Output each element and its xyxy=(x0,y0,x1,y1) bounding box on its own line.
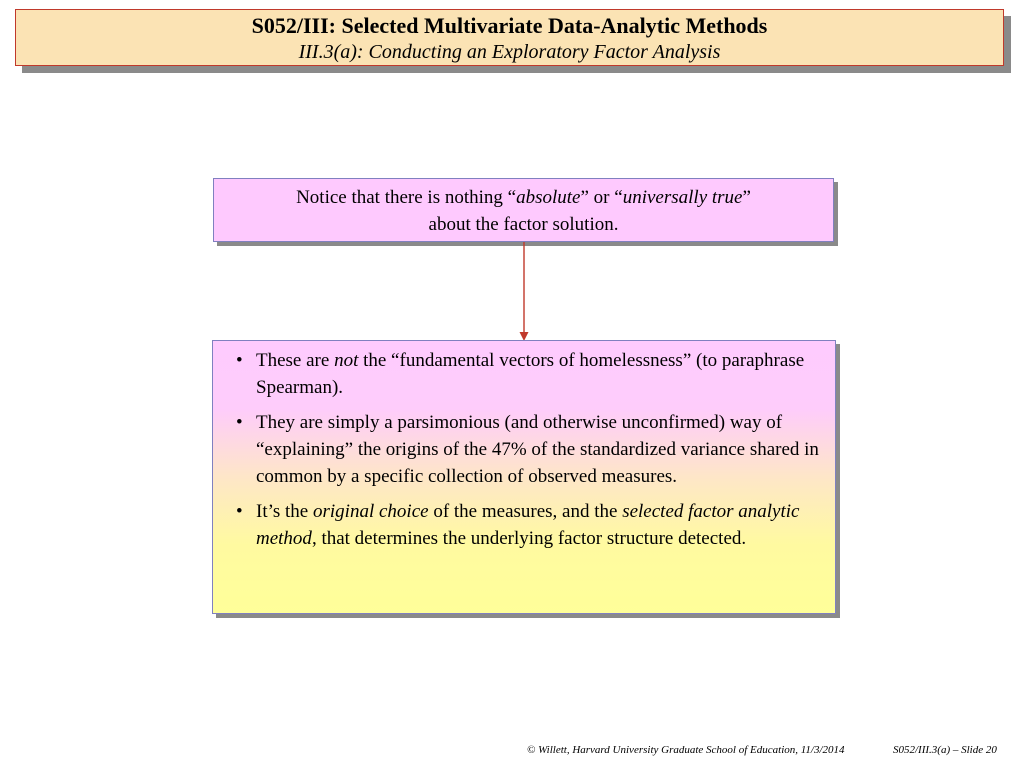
bullet-text: These are xyxy=(256,350,335,371)
bullet-text: , that determines the underlying factor structure detected. xyxy=(311,528,747,549)
note-text-part: Notice that there is nothing “ xyxy=(296,187,517,208)
bullet-dot-icon: • xyxy=(236,412,243,433)
bullet-text: They are simply a parsimonious (and otherwise unconfirmed) way of “explaining” the origins of the 47% of the standardized variance shared in common by a specific collection of observed measures. xyxy=(256,412,819,487)
bullet-item-parsimonious xyxy=(236,409,821,490)
slide-title-banner xyxy=(15,9,1004,66)
bullet-text: the “fundamental vectors of homelessness” (to paraphrase Spearman). xyxy=(256,350,805,398)
bullet-text: of the measures, and the xyxy=(428,501,623,522)
note-text-part: ” xyxy=(742,187,751,208)
footer-copyright: © Willett, Harvard University Graduate School of Education, 11/3/2014 xyxy=(527,744,845,756)
bullet-emphasis: selected factor analytic method xyxy=(256,501,800,549)
bullet-emphasis: original choice xyxy=(313,501,429,522)
bullet-list xyxy=(213,341,835,552)
bullet-item-not-fundamental xyxy=(236,347,821,401)
note-line-1 xyxy=(214,184,833,211)
bullet-item-original-choice xyxy=(236,498,821,552)
slide-title: S052/III: Selected Multivariate Data-Analytic Methods xyxy=(251,13,768,38)
bullet-dot-icon: • xyxy=(236,501,243,522)
slide-subtitle: III.3(a): Conducting an Exploratory Factor Analysis xyxy=(298,41,721,63)
note-emphasis-absolute: absolute xyxy=(516,187,581,208)
bullet-emphasis: not xyxy=(334,350,359,371)
note-emphasis-universally-true: universally true xyxy=(622,187,743,208)
footer-slide-number: S052/III.3(a) – Slide 20 xyxy=(893,744,997,756)
bullet-box xyxy=(212,340,836,614)
note-box xyxy=(213,178,834,242)
connector-arrow xyxy=(518,242,530,342)
note-line-2: about the factor solution. xyxy=(428,214,619,235)
bullet-text: It’s the xyxy=(256,501,313,522)
note-text-part: ” or “ xyxy=(580,187,623,208)
bullet-dot-icon: • xyxy=(236,350,243,371)
